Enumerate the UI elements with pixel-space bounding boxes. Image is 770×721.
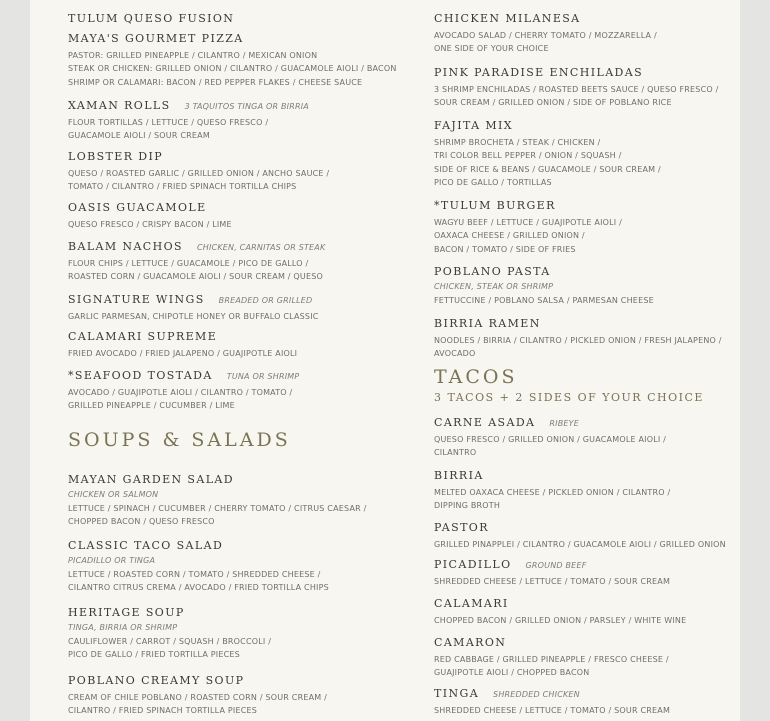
item-description [434, 614, 686, 627]
description-line: CILANTRO CITRUS CREMA / AVOCADO / FRIED TORTILLA CHIPS [68, 583, 329, 593]
item-description [434, 294, 654, 307]
item-option: RIBEYE [549, 419, 579, 428]
menu-item [68, 27, 397, 89]
item-description [434, 653, 669, 680]
menu-item [68, 94, 309, 143]
item-description [68, 347, 297, 360]
description-line: SHREDDED CHEESE / LETTUCE / TOMATO / SOUR CREAM [434, 577, 671, 586]
description-line: LETTUCE / SPINACH / CUCUMBER / CHERRY TOMATO / CITRUS CAESAR / [68, 504, 367, 513]
item-option: CHICKEN OR SALMON [68, 490, 159, 499]
item-option: PICADILLO OR TINGA [68, 556, 156, 565]
item-option: SHREDDED CHICKEN [493, 690, 580, 699]
description-line: GUACAMOLE AIOLI / SOUR CREAM [68, 131, 210, 141]
item-title: MAYAN GARDEN SALAD [68, 473, 234, 486]
description-line: SHREDDED CHEESE / LETTUCE / TOMATO / SOUR CREAM [434, 706, 671, 715]
item-title: PINK PARADISE ENCHILADAS [434, 66, 644, 79]
item-option: CHICKEN, CARNITAS OR STEAK [196, 243, 326, 252]
item-title: LOBSTER DIP [68, 150, 164, 163]
item-description [68, 257, 325, 284]
menu-page [30, 0, 740, 721]
menu-item [434, 631, 669, 680]
menu-item [68, 196, 232, 231]
item-title: OASIS GUACAMOLE [68, 201, 207, 214]
description-line: AVOCADO [434, 349, 476, 359]
item-description [68, 502, 367, 529]
description-line: SHRIMP BROCHETA / STEAK / CHICKEN / [434, 138, 601, 147]
item-option: 3 TAQUITOS TINGA OR BIRRIA [184, 102, 309, 111]
item-title: BALAM NACHOS [68, 240, 183, 253]
item-title: POBLANO PASTA [434, 265, 551, 278]
description-line: LETTUCE / ROASTED CORN / TOMATO / SHREDDED CHEESE / [68, 570, 321, 579]
description-line: NOODLES / BIRRIA / CILANTRO / PICKLED ONION / FRESH JALAPENO / [434, 336, 722, 345]
item-description [434, 136, 661, 190]
item-option: GROUND BEEF [525, 561, 587, 570]
menu-item [68, 145, 329, 194]
item-title: CARNE ASADA [434, 416, 536, 429]
menu-item [68, 601, 271, 662]
item-title: SIGNATURE WINGS [68, 293, 205, 306]
description-line: PICO DE GALLO / FRIED TORTILLA PIECES [68, 650, 240, 660]
description-line: GRILLED PINAPPLEI / CILANTRO / GUACAMOLE AIOLI / GRILLED ONION [434, 540, 726, 549]
item-description [434, 29, 657, 56]
item-title: XAMAN ROLLS [68, 99, 171, 112]
item-description [68, 635, 271, 662]
description-line: ONE SIDE OF YOUR CHOICE [434, 44, 549, 54]
item-description [68, 167, 329, 194]
description-line: 3 SHRIMP ENCHILADAS / ROASTED BEETS SAUCE / QUESO FRESCO / [434, 85, 719, 94]
description-line: CHOPPED BACON / QUESO FRESCO [68, 517, 215, 527]
menu-item [68, 325, 297, 360]
section-title-tacos: TACOS [434, 366, 518, 388]
item-description [68, 691, 327, 718]
description-line: CHOPPED BACON / GRILLED ONION / PARSLEY / WHITE WINE [434, 616, 687, 625]
item-description [68, 116, 309, 143]
item-description [434, 538, 726, 551]
item-title: CHICKEN MILANESA [434, 12, 581, 25]
menu-item [434, 516, 726, 551]
description-line: MELTED OAXACA CHEESE / PICKLED ONION / CILANTRO / [434, 488, 671, 497]
item-description [434, 83, 719, 110]
menu-item [434, 194, 622, 256]
description-line: FLOUR CHIPS / LETTUCE / GUACAMOLE / PICO DE GALLO / [68, 259, 309, 268]
item-description [68, 218, 232, 231]
description-line: PICO DE GALLO / TORTILLAS [434, 178, 552, 188]
section-subtitle-tacos: 3 TACOS + 2 SIDES OF YOUR CHOICE [434, 391, 704, 404]
description-line: GRILLED PINEAPPLE / CUCUMBER / LIME [68, 401, 235, 411]
menu-item [68, 7, 234, 26]
item-description [434, 216, 622, 256]
description-line: SIDE OF RICE & BEANS / GUACAMOLE / SOUR CREAM / [434, 164, 661, 174]
menu-item [434, 464, 670, 513]
item-title: BIRRIA [434, 469, 484, 482]
description-line: CAULIFLOWER / CARROT / SQUASH / BROCCOLI / [68, 637, 272, 646]
item-title: CAMARON [434, 636, 507, 649]
description-line: SHRIMP OR CALAMARI: BACON / RED PEPPER FLAKES / CHEESE SAUCE [68, 77, 363, 87]
description-line: PASTOR: GRILLED PINEAPPLE / CILANTRO / MEXICAN ONION [68, 51, 318, 60]
menu-item [434, 114, 661, 190]
section-title-soups-salads: SOUPS & SALADS [68, 429, 291, 451]
item-description [434, 433, 666, 460]
menu-item [68, 364, 299, 413]
description-line: WAGYU BEEF / LETTUCE / GUAJIPOTLE AIOLI / [434, 218, 622, 227]
description-line: QUESO FRESCO / GRILLED ONION / GUACAMOLE AIOLI / [434, 435, 667, 444]
description-line: ROASTED CORN / GUACAMOLE AIOLI / SOUR CREAM / QUESO [68, 272, 324, 282]
description-line: STEAK OR CHICKEN: GRILLED ONION / CILANTRO / GUACAMOLE AIOLI / BACON [68, 64, 397, 74]
description-line: QUESO FRESCO / CRISPY BACON / LIME [68, 220, 232, 229]
item-description [434, 486, 670, 513]
description-line: CILANTRO / FRIED SPINACH TORTILLA PIECES [68, 706, 258, 716]
item-title: CALAMARI SUPREME [68, 330, 218, 343]
item-option: BREADED OR GRILLED [218, 296, 313, 305]
description-line: FLOUR TORTILLAS / LETTUCE / QUESO FRESCO / [68, 118, 269, 127]
description-line: GUAJIPOTLE AIOLI / CHOPPED BACON [434, 668, 590, 678]
item-title: PICADILLO [434, 558, 512, 571]
description-line: CILANTRO [434, 448, 477, 458]
description-line: FETTUCCINE / POBLANO SALSA / PARMESAN CHEESE [434, 296, 654, 305]
menu-item [434, 61, 719, 110]
item-description [68, 49, 397, 89]
item-option: TUNA OR SHRIMP [226, 372, 300, 381]
menu-item [68, 669, 327, 718]
item-description [434, 575, 670, 588]
item-option: CHICKEN, STEAK OR SHRIMP [434, 282, 554, 291]
item-description [434, 334, 722, 361]
menu-item [68, 534, 329, 595]
item-title: HERITAGE SOUP [68, 606, 185, 619]
menu-item [434, 7, 657, 56]
description-line: SOUR CREAM / GRILLED ONION / SIDE OF POBLANO RICE [434, 98, 672, 108]
description-line: CREAM OF CHILE POBLANO / ROASTED CORN / SOUR CREAM / [68, 693, 328, 702]
description-line: OAXACA CHEESE / GRILLED ONION / [434, 231, 585, 241]
menu-item [434, 411, 666, 460]
menu-item [68, 288, 319, 323]
menu-item [434, 260, 654, 307]
item-title: CALAMARI [434, 597, 509, 610]
menu-item [434, 682, 670, 717]
item-description [68, 310, 319, 323]
item-description [68, 568, 329, 595]
menu-item [434, 592, 686, 627]
item-title: *SEAFOOD TOSTADA [68, 369, 213, 382]
menu-item [434, 312, 722, 361]
description-line: DIPPING BROTH [434, 501, 501, 511]
item-title: *TULUM BURGER [434, 199, 556, 212]
menu-item [68, 235, 325, 284]
description-line: AVOCADO / GUAJIPOTLE AIOLI / CILANTRO / TOMATO / [68, 388, 293, 397]
description-line: GARLIC PARMESAN, CHIPOTLE HONEY OR BUFFALO CLASSIC [68, 312, 319, 321]
menu-item [68, 468, 367, 529]
description-line: QUESO / ROASTED GARLIC / GRILLED ONION / ANCHO SAUCE / [68, 169, 330, 178]
item-option: TINGA, BIRRIA OR SHRIMP [68, 623, 178, 632]
item-title: TULUM QUESO FUSION [68, 12, 235, 25]
item-title: PASTOR [434, 521, 489, 534]
item-title: POBLANO CREAMY SOUP [68, 674, 245, 687]
description-line: BACON / TOMATO / SIDE OF FRIES [434, 244, 576, 254]
item-title: BIRRIA RAMEN [434, 317, 541, 330]
item-title: MAYA'S GOURMET PIZZA [68, 32, 244, 45]
description-line: FRIED AVOCADO / FRIED JALAPENO / GUAJIPOTLE AIOLI [68, 349, 298, 358]
description-line: AVOCADO SALAD / CHERRY TOMATO / MOZZARELLA / [434, 31, 657, 40]
item-title: CLASSIC TACO SALAD [68, 539, 224, 552]
item-title: TINGA [434, 687, 480, 700]
description-line: TOMATO / CILANTRO / FRIED SPINACH TORTILLA CHIPS [68, 182, 297, 192]
item-title: FAJITA MIX [434, 119, 513, 132]
description-line: RED CABBAGE / GRILLED PINEAPPLE / FRESCO CHEESE / [434, 655, 669, 664]
item-description [434, 704, 670, 717]
item-description [68, 386, 299, 413]
menu-item [434, 553, 670, 588]
description-line: TRI COLOR BELL PEPPER / ONION / SQUASH / [434, 151, 622, 161]
